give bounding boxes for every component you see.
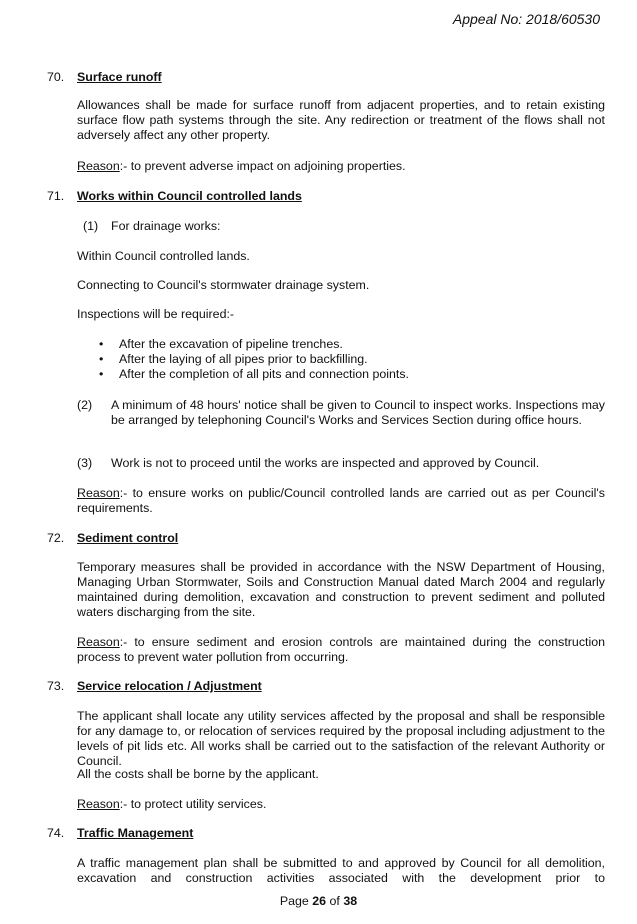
subitem-text: Work is not to proceed until the works are inspected and approved by Council.	[111, 456, 540, 470]
list-item: After the completion of all pits and connection points.	[119, 367, 409, 381]
section-number: 72.	[47, 531, 65, 545]
list-item: After the excavation of pipeline trenches.	[119, 337, 343, 351]
reason	[77, 159, 605, 174]
paragraph: Temporary measures shall be provided in accordance with the NSW Department of Housing, Managing Urban Stormwater, Soils and Construction Manual dated March 2004 and regularly maintained during demolition, excavation and construction to prevent sediment and polluted waters discharging from the site.	[77, 560, 605, 619]
appeal-number: Appeal No: 2018/60530	[452, 11, 600, 27]
section-number: 70.	[47, 70, 65, 84]
reason-text: :- to ensure sediment and erosion controls are maintained during the construction process to prevent water pollution from occurring.	[77, 635, 605, 664]
section-title: Traffic Management	[77, 826, 194, 840]
page-of: of	[329, 894, 340, 908]
list-item: After the laying of all pipes prior to backfilling.	[119, 352, 368, 366]
paragraph: Within Council controlled lands.	[77, 249, 250, 263]
subitem-number: (3)	[77, 456, 93, 470]
reason-text: :- to protect utility services.	[119, 797, 267, 811]
page-number: 26	[312, 894, 327, 908]
bullet-icon: •	[99, 352, 104, 366]
paragraph: Connecting to Council's stormwater drainage system.	[77, 278, 370, 292]
reason	[77, 797, 605, 812]
reason-label: Reason	[77, 635, 120, 649]
section-number: 71.	[47, 189, 65, 203]
section-title: Surface runoff	[77, 70, 162, 84]
reason-text: :- to prevent adverse impact on adjoining properties.	[119, 159, 406, 173]
subitem-text: A minimum of 48 hours' notice shall be given to Council to inspect works. Inspections may be arranged by telephoning Council's Works and Services Section during office hours.	[111, 398, 605, 427]
bullet-icon: •	[99, 367, 104, 381]
page-footer	[0, 894, 637, 909]
page-prefix: Page	[279, 894, 309, 908]
subitem-number: (2)	[77, 398, 93, 412]
paragraph: Inspections will be required:-	[77, 307, 235, 321]
reason-label: Reason	[77, 486, 120, 500]
bullet-icon: •	[99, 337, 104, 351]
reason	[77, 486, 605, 516]
subitem-number: (1)	[83, 219, 99, 233]
paragraph: The applicant shall locate any utility services affected by the proposal and shall be responsible for any damage to, or relocation of services required by the proposal including adjustment to the levels of pit lids etc. All works shall be carried out to the satisfaction of the relevant Authority or Council.	[77, 709, 605, 768]
reason-label: Reason	[77, 797, 120, 811]
page-total: 38	[343, 894, 358, 908]
reason	[77, 635, 605, 665]
section-number: 74.	[47, 826, 65, 840]
paragraph: Allowances shall be made for surface runoff from adjacent properties, and to retain existing surface flow path systems through the site. Any redirection or treatment of the flows shall not adversely affect any other property.	[77, 98, 605, 142]
reason-label: Reason	[77, 159, 120, 173]
section-number: 73.	[47, 679, 65, 693]
paragraph: A traffic management plan shall be submitted to and approved by Council for all demolition, excavation and construction activities associated with the development prior to	[77, 856, 605, 885]
paragraph: All the costs shall be borne by the applicant.	[77, 767, 319, 781]
section-title: Works within Council controlled lands	[77, 189, 302, 203]
section-title: Sediment control	[77, 531, 179, 545]
section-title: Service relocation / Adjustment	[77, 679, 262, 693]
reason-text: :- to ensure works on public/Council controlled lands are carried out as per Council's requirements.	[77, 486, 605, 515]
subitem-text: For drainage works:	[111, 219, 221, 233]
